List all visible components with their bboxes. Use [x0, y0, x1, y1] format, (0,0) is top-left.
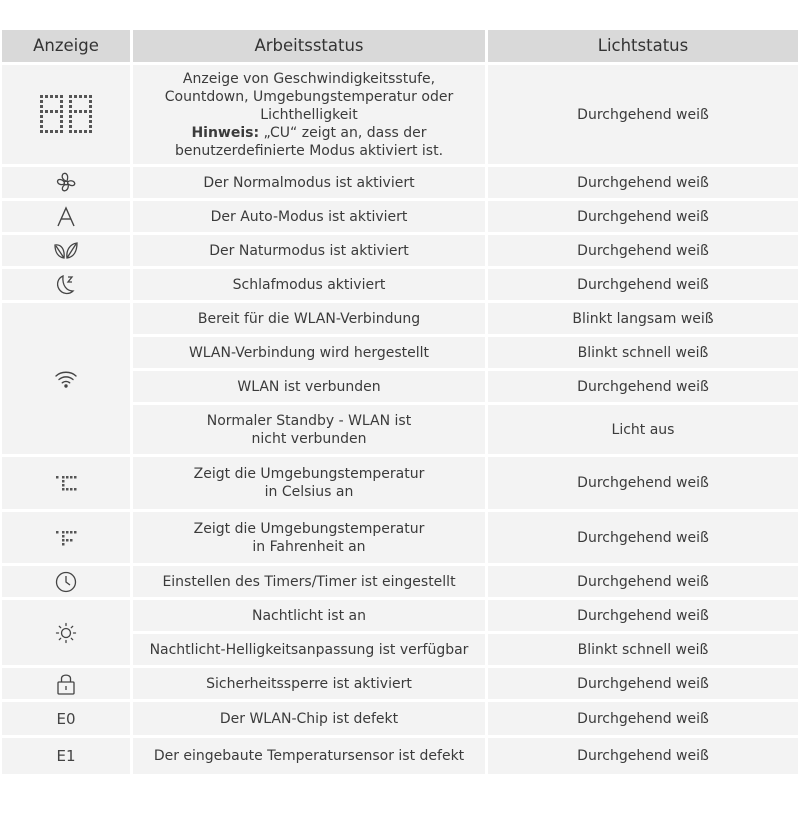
light-cell: Blinkt schnell weiß: [488, 634, 798, 665]
celsius-icon: [54, 473, 78, 493]
light-cell: Durchgehend weiß: [488, 668, 798, 699]
note-text: „CU“ zeigt an, dass der: [259, 124, 427, 141]
status-cell: [133, 512, 485, 563]
light-cell: Durchgehend weiß: [488, 201, 798, 232]
header-arbeitsstatus: Arbeitsstatus: [133, 30, 485, 62]
note-line: [191, 124, 426, 142]
status-line: Countdown, Umgebungstemperatur oder: [164, 88, 454, 105]
status-cell: WLAN ist verbunden: [133, 371, 485, 402]
status-cell: WLAN-Verbindung wird hergestellt: [133, 337, 485, 368]
light-cell: Durchgehend weiß: [488, 457, 798, 509]
fan-icon: [54, 171, 78, 195]
leaves-icon: [53, 241, 79, 261]
light-cell: Durchgehend weiß: [488, 269, 798, 300]
lock-icon: [55, 672, 77, 696]
light-cell: Durchgehend weiß: [488, 566, 798, 597]
status-line: Zeigt die Umgebungstemperatur: [193, 520, 425, 537]
light-cell: Durchgehend weiß: [488, 235, 798, 266]
header-anzeige: Anzeige: [2, 30, 130, 62]
icon-cell: [2, 457, 130, 509]
status-cell: Der WLAN-Chip ist defekt: [133, 702, 485, 735]
light-cell: Durchgehend weiß: [488, 167, 798, 198]
icon-cell: [2, 303, 130, 454]
light-cell: Durchgehend weiß: [488, 512, 798, 563]
status-cell: [133, 65, 485, 164]
clock-icon: [54, 570, 78, 594]
light-cell: Durchgehend weiß: [488, 600, 798, 631]
status-cell: Nachtlicht-Helligkeitsanpassung ist verfügbar: [133, 634, 485, 665]
icon-cell: [2, 512, 130, 563]
icon-cell: [2, 269, 130, 300]
icon-cell: [2, 566, 130, 597]
status-cell: [133, 405, 485, 454]
status-line: Zeigt die Umgebungstemperatur: [193, 466, 425, 482]
status-cell: Sicherheitssperre ist aktiviert: [133, 668, 485, 699]
light-cell: Durchgehend weiß: [488, 702, 798, 735]
light-cell: Durchgehend weiß: [488, 65, 798, 164]
status-cell: [133, 457, 485, 509]
letter-a-icon: [56, 206, 76, 228]
icon-cell: [2, 167, 130, 198]
status-line: in Fahrenheit an: [252, 538, 366, 555]
icon-cell: [2, 201, 130, 232]
note-label: Hinweis:: [191, 124, 260, 141]
icon-cell: [2, 235, 130, 266]
status-cell: Bereit für die WLAN-Verbindung: [133, 303, 485, 334]
status-line: in Celsius an: [264, 484, 354, 500]
sun-icon: [54, 621, 78, 645]
light-cell: Licht aus: [488, 405, 798, 454]
light-cell: Durchgehend weiß: [488, 738, 798, 774]
moon-z-icon: [54, 273, 78, 297]
status-cell: Nachtlicht ist an: [133, 600, 485, 631]
light-cell: Blinkt schnell weiß: [488, 337, 798, 368]
status-line: Normaler Standby - WLAN ist: [206, 412, 412, 429]
status-cell: Einstellen des Timers/Timer ist eingestellt: [133, 566, 485, 597]
status-line: Anzeige von Geschwindigkeitsstufe,: [182, 70, 436, 87]
status-line: nicht verbunden: [251, 430, 367, 447]
status-cell: Der Auto-Modus ist aktiviert: [133, 201, 485, 232]
fahrenheit-icon: [54, 528, 78, 548]
light-cell: Blinkt langsam weiß: [488, 303, 798, 334]
error-code-e1: E1: [2, 738, 130, 774]
icon-cell: [2, 668, 130, 699]
header-lichtstatus: Lichtstatus: [488, 30, 798, 62]
status-cell: Der eingebaute Temperatursensor ist defekt: [133, 738, 485, 774]
status-line: Lichthelligkeit: [260, 106, 358, 123]
status-cell: Der Normalmodus ist aktiviert: [133, 167, 485, 198]
icon-cell: [2, 65, 130, 164]
status-cell: Der Naturmodus ist aktiviert: [133, 235, 485, 266]
wifi-icon: [54, 369, 78, 389]
status-cell: Schlafmodus aktiviert: [133, 269, 485, 300]
note-line-2: benutzerdefinierte Modus aktiviert ist.: [174, 142, 444, 159]
light-cell: Durchgehend weiß: [488, 371, 798, 402]
error-code-e0: E0: [2, 702, 130, 735]
icon-cell: [2, 600, 130, 665]
segment-display-icon: [38, 93, 94, 137]
